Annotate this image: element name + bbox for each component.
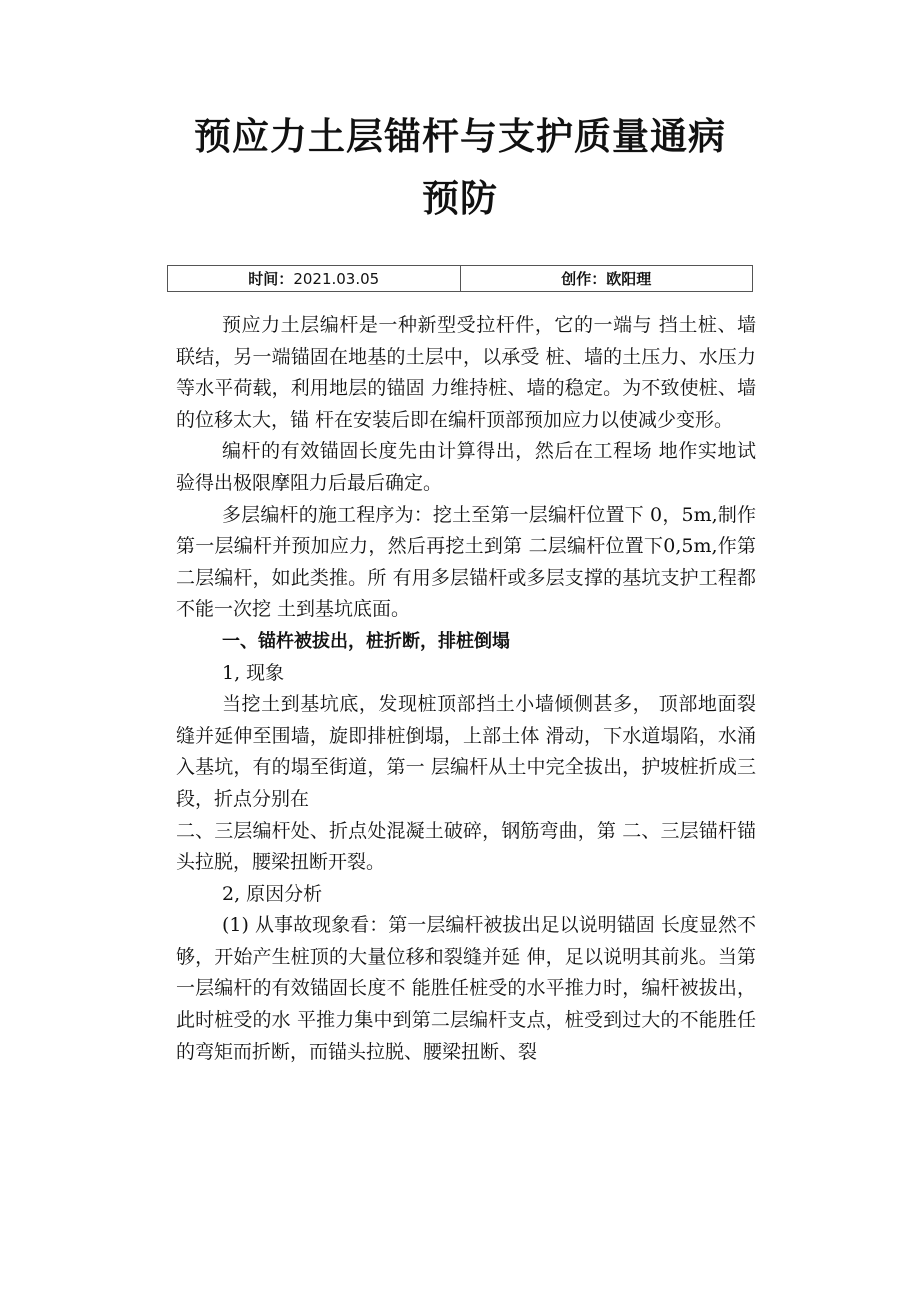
document-title-line1: 预应力土层锚杆与支护质量通病 [194,115,726,158]
paragraph-cause-1: (1) 从事故现象看：第一层编杆被拔出足以说明锚固 长度显然不够，开始产生桩顶的大量位移和裂缝并延 伸，足以说明其前兆。当第一层编杆的有效锚固长度不 能胜任桩受的水平推力时，编杆被拔出，此时桩受的水 平推力集中到第二层编杆支点，桩受到过大的不能胜任 的弯矩而折断，而锚头拉脱、腰梁扭断、裂 [176,914,756,1063]
meta-author-cell [460,266,753,291]
author-value: 欧阳理 [606,270,652,288]
author-label: 创作： [561,270,607,288]
section-heading-1: 一、锚杵被拔出，桩折断，排桩倒塌 [222,630,510,652]
paragraph-phenomenon: 当挖土到基坑底，发现桩顶部挡土小墙倾侧甚多， 顶部地面裂缝并延伸至围墙，旋即排桩倒塌，上部土体 滑动，下水道塌陷，水涌入基坑，有的塌至街道，第一 层编杆从土中完全拔出，护坡桩折成三段，折点分别在 [176,693,756,810]
document-title-line2: 预防 [422,177,498,220]
meta-table [167,265,753,292]
subheading-cause-analysis: 2, 原因分析 [222,882,323,905]
meta-time-cell [168,266,460,291]
subheading-phenomenon: 1, 现象 [222,661,285,684]
paragraph-phenomenon-cont: 二、三层编杆处、折点处混凝土破碎，钢筋弯曲，第 二、三层锚杆锚头拉脱，腰梁扭断开裂。 [176,819,756,874]
time-label: 时间： [248,270,294,288]
paragraph-intro: 预应力土层编杆是一种新型受拉杆件，它的一端与 挡土桩、墙联结，另一端锚固在地基的土层中，以承受 桩、墙的土压力、水压力等水平荷载，利用地层的锚固 力维持桩、墙的稳定。为不致使桩、墙的位移太大，锚 杆在安装后即在编杆顶部预加应力以使减少变形。 [176,314,756,431]
paragraph-procedure: 多层编杆的施工程序为：挖土至第一层编杆位置下 0，5m,制作第一层编杆并预加应力，然后再挖土到第 二层编杆位置下0,5m,作第二层编杆，如此类推。所 有用多层锚杆或多层支撑的基坑支护工程都不能一次挖 土到基坑底面。 [176,503,756,621]
paragraph-anchor-length: 编杆的有效锚固长度先由计算得出，然后在工程场 地作实地试验得出极限摩阻力后最后确定。 [176,440,756,494]
time-value: 2021.03.05 [293,269,380,288]
document-body [176,310,756,1068]
